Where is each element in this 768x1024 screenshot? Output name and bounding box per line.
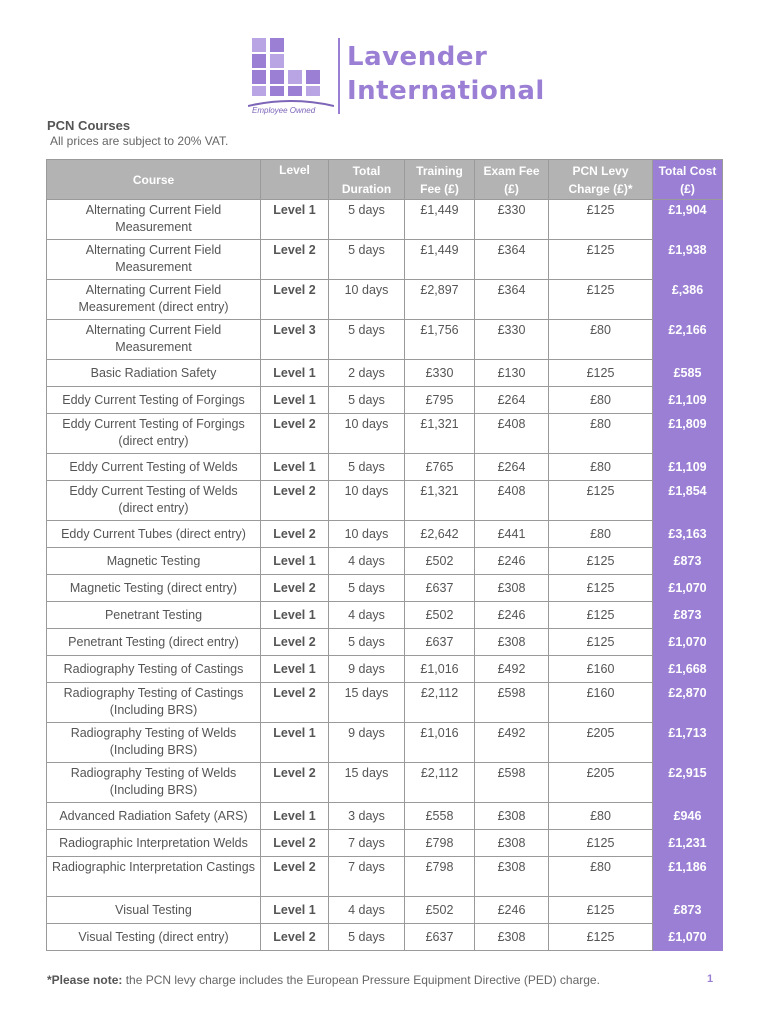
training-fee: £637: [405, 629, 475, 656]
course-name: Alternating Current Field Measurement: [47, 200, 261, 240]
course-duration: 2 days: [329, 360, 405, 387]
total-cost: £,386: [653, 280, 723, 320]
levy-footnote: [47, 973, 600, 987]
course-name: Radiography Testing of Castings: [47, 656, 261, 683]
course-name: Radiography Testing of Welds (Including BRS): [47, 763, 261, 803]
levy-charge: £80: [549, 521, 653, 548]
header-course: Course: [47, 160, 261, 200]
course-level: Level 1: [261, 602, 329, 629]
levy-charge: £125: [549, 548, 653, 575]
total-cost: £1,854: [653, 481, 723, 521]
table-row: [47, 924, 723, 951]
training-fee: £637: [405, 575, 475, 602]
table-row: [47, 629, 723, 656]
training-fee: £765: [405, 454, 475, 481]
levy-charge: £80: [549, 320, 653, 360]
table-row: [47, 481, 723, 521]
course-duration: 5 days: [329, 924, 405, 951]
levy-charge: £125: [549, 924, 653, 951]
exam-fee: £492: [475, 723, 549, 763]
course-duration: 4 days: [329, 602, 405, 629]
training-fee: £2,112: [405, 683, 475, 723]
course-level: Level 2: [261, 280, 329, 320]
exam-fee: £264: [475, 454, 549, 481]
course-name: Basic Radiation Safety: [47, 360, 261, 387]
training-fee: £2,897: [405, 280, 475, 320]
company-logo: [246, 36, 545, 118]
course-level: Level 2: [261, 683, 329, 723]
table-row: [47, 763, 723, 803]
training-fee: £502: [405, 548, 475, 575]
exam-fee: £598: [475, 763, 549, 803]
course-level: Level 1: [261, 803, 329, 830]
training-fee: £1,449: [405, 200, 475, 240]
course-level: Level 2: [261, 830, 329, 857]
training-fee: £1,321: [405, 414, 475, 454]
course-name: Eddy Current Testing of Forgings (direct entry): [47, 414, 261, 454]
exam-fee: £492: [475, 656, 549, 683]
training-fee: £1,449: [405, 240, 475, 280]
table-row: [47, 280, 723, 320]
course-duration: 5 days: [329, 387, 405, 414]
header-training-fee: Training Fee (£): [405, 160, 475, 200]
course-level: Level 2: [261, 414, 329, 454]
levy-charge: £205: [549, 763, 653, 803]
training-fee: £1,756: [405, 320, 475, 360]
course-name: Magnetic Testing (direct entry): [47, 575, 261, 602]
table-header-row: [47, 160, 723, 200]
table-row: [47, 656, 723, 683]
table-row: [47, 454, 723, 481]
total-cost: £1,668: [653, 656, 723, 683]
levy-charge: £205: [549, 723, 653, 763]
table-row: [47, 387, 723, 414]
table-row: [47, 548, 723, 575]
course-name: Visual Testing: [47, 897, 261, 924]
exam-fee: £308: [475, 924, 549, 951]
table-row: [47, 602, 723, 629]
table-row: [47, 320, 723, 360]
header-duration: Total Duration: [329, 160, 405, 200]
course-duration: 15 days: [329, 763, 405, 803]
course-duration: 10 days: [329, 481, 405, 521]
footnote-label: *Please note:: [47, 973, 123, 987]
course-level: Level 1: [261, 897, 329, 924]
levy-charge: £125: [549, 200, 653, 240]
table-row: [47, 200, 723, 240]
levy-charge: £80: [549, 857, 653, 897]
course-name: Radiographic Interpretation Welds: [47, 830, 261, 857]
total-cost: £1,231: [653, 830, 723, 857]
header-total-cost: Total Cost (£): [653, 160, 723, 200]
course-level: Level 2: [261, 629, 329, 656]
header-levy-charge: PCN Levy Charge (£)*: [549, 160, 653, 200]
course-duration: 5 days: [329, 200, 405, 240]
training-fee: £2,112: [405, 763, 475, 803]
exam-fee: £364: [475, 280, 549, 320]
levy-charge: £125: [549, 360, 653, 387]
logo-tagline: Employee Owned: [252, 106, 316, 115]
exam-fee: £598: [475, 683, 549, 723]
levy-charge: £125: [549, 280, 653, 320]
course-name: Eddy Current Tubes (direct entry): [47, 521, 261, 548]
levy-charge: £125: [549, 602, 653, 629]
course-level: Level 1: [261, 454, 329, 481]
exam-fee: £264: [475, 387, 549, 414]
course-level: Level 2: [261, 575, 329, 602]
total-cost: £1,109: [653, 387, 723, 414]
course-level: Level 1: [261, 723, 329, 763]
levy-charge: £80: [549, 454, 653, 481]
training-fee: £1,016: [405, 656, 475, 683]
training-fee: £2,642: [405, 521, 475, 548]
course-level: Level 2: [261, 521, 329, 548]
header-exam-fee: Exam Fee (£): [475, 160, 549, 200]
course-level: Level 2: [261, 763, 329, 803]
total-cost: £1,809: [653, 414, 723, 454]
total-cost: £873: [653, 548, 723, 575]
table-row: [47, 897, 723, 924]
table-row: [47, 683, 723, 723]
training-fee: £330: [405, 360, 475, 387]
vat-notice: All prices are subject to 20% VAT.: [50, 134, 229, 148]
footnote-text: the PCN levy charge includes the European Pressure Equipment Directive (PED) charge.: [122, 973, 600, 987]
course-name: Alternating Current Field Measurement (direct entry): [47, 280, 261, 320]
course-duration: 5 days: [329, 320, 405, 360]
course-duration: 7 days: [329, 830, 405, 857]
table-row: [47, 830, 723, 857]
course-name: Radiography Testing of Welds (Including BRS): [47, 723, 261, 763]
table-row: [47, 575, 723, 602]
course-name: Alternating Current Field Measurement: [47, 240, 261, 280]
levy-charge: £125: [549, 240, 653, 280]
total-cost: £1,070: [653, 629, 723, 656]
training-fee: £1,016: [405, 723, 475, 763]
levy-charge: £80: [549, 414, 653, 454]
course-duration: 10 days: [329, 521, 405, 548]
levy-charge: £125: [549, 830, 653, 857]
levy-charge: £125: [549, 629, 653, 656]
levy-charge: £160: [549, 683, 653, 723]
table-row: [47, 803, 723, 830]
levy-charge: £80: [549, 803, 653, 830]
exam-fee: £308: [475, 803, 549, 830]
total-cost: £2,870: [653, 683, 723, 723]
exam-fee: £308: [475, 830, 549, 857]
course-name: Eddy Current Testing of Welds (direct entry): [47, 481, 261, 521]
total-cost: £585: [653, 360, 723, 387]
exam-fee: £330: [475, 200, 549, 240]
table-row: [47, 723, 723, 763]
exam-fee: £308: [475, 575, 549, 602]
training-fee: £558: [405, 803, 475, 830]
page-number: 1: [707, 973, 714, 985]
exam-fee: £408: [475, 481, 549, 521]
total-cost: £2,915: [653, 763, 723, 803]
exam-fee: £308: [475, 629, 549, 656]
training-fee: £502: [405, 897, 475, 924]
table-row: [47, 521, 723, 548]
training-fee: £502: [405, 602, 475, 629]
exam-fee: £246: [475, 897, 549, 924]
exam-fee: £246: [475, 602, 549, 629]
exam-fee: £130: [475, 360, 549, 387]
table-row: [47, 857, 723, 897]
total-cost: £1,713: [653, 723, 723, 763]
course-level: Level 2: [261, 240, 329, 280]
exam-fee: £246: [475, 548, 549, 575]
total-cost: £1,070: [653, 575, 723, 602]
training-fee: £637: [405, 924, 475, 951]
course-name: Radiography Testing of Castings (Including BRS): [47, 683, 261, 723]
logo-word-international: International: [347, 76, 545, 106]
course-level: Level 2: [261, 481, 329, 521]
course-duration: 5 days: [329, 629, 405, 656]
course-duration: 10 days: [329, 414, 405, 454]
course-duration: 10 days: [329, 280, 405, 320]
total-cost: £873: [653, 897, 723, 924]
course-level: Level 1: [261, 656, 329, 683]
levy-charge: £125: [549, 897, 653, 924]
total-cost: £1,070: [653, 924, 723, 951]
course-name: Advanced Radiation Safety (ARS): [47, 803, 261, 830]
logo-mark: [246, 36, 332, 118]
course-duration: 5 days: [329, 240, 405, 280]
course-duration: 4 days: [329, 897, 405, 924]
course-level: Level 3: [261, 320, 329, 360]
exam-fee: £330: [475, 320, 549, 360]
course-duration: 7 days: [329, 857, 405, 897]
total-cost: £2,166: [653, 320, 723, 360]
course-duration: 9 days: [329, 723, 405, 763]
logo-word-lavender: Lavender: [347, 42, 488, 72]
total-cost: £1,904: [653, 200, 723, 240]
course-level: Level 1: [261, 200, 329, 240]
total-cost: £873: [653, 602, 723, 629]
course-level: Level 1: [261, 360, 329, 387]
course-name: Penetrant Testing: [47, 602, 261, 629]
total-cost: £1,109: [653, 454, 723, 481]
total-cost: £1,938: [653, 240, 723, 280]
exam-fee: £308: [475, 857, 549, 897]
total-cost: £1,186: [653, 857, 723, 897]
exam-fee: £408: [475, 414, 549, 454]
table-row: [47, 360, 723, 387]
logo-divider: [338, 38, 340, 114]
training-fee: £1,321: [405, 481, 475, 521]
header-level: Level: [261, 160, 329, 200]
total-cost: £946: [653, 803, 723, 830]
levy-charge: £160: [549, 656, 653, 683]
training-fee: £798: [405, 857, 475, 897]
exam-fee: £441: [475, 521, 549, 548]
course-name: Visual Testing (direct entry): [47, 924, 261, 951]
exam-fee: £364: [475, 240, 549, 280]
course-name: Alternating Current Field Measurement: [47, 320, 261, 360]
total-cost: £3,163: [653, 521, 723, 548]
course-name: Radiographic Interpretation Castings: [47, 857, 261, 897]
course-name: Magnetic Testing: [47, 548, 261, 575]
course-duration: 4 days: [329, 548, 405, 575]
course-level: Level 2: [261, 857, 329, 897]
course-level: Level 1: [261, 548, 329, 575]
levy-charge: £80: [549, 387, 653, 414]
course-duration: 3 days: [329, 803, 405, 830]
levy-charge: £125: [549, 575, 653, 602]
training-fee: £798: [405, 830, 475, 857]
course-duration: 15 days: [329, 683, 405, 723]
table-row: [47, 414, 723, 454]
course-name: Penetrant Testing (direct entry): [47, 629, 261, 656]
table-row: [47, 240, 723, 280]
page-title: PCN Courses: [47, 118, 131, 133]
course-fees-table: [46, 159, 723, 951]
levy-charge: £125: [549, 481, 653, 521]
course-duration: 9 days: [329, 656, 405, 683]
course-name: Eddy Current Testing of Forgings: [47, 387, 261, 414]
course-level: Level 2: [261, 924, 329, 951]
course-name: Eddy Current Testing of Welds: [47, 454, 261, 481]
course-duration: 5 days: [329, 454, 405, 481]
training-fee: £795: [405, 387, 475, 414]
course-duration: 5 days: [329, 575, 405, 602]
course-level: Level 1: [261, 387, 329, 414]
